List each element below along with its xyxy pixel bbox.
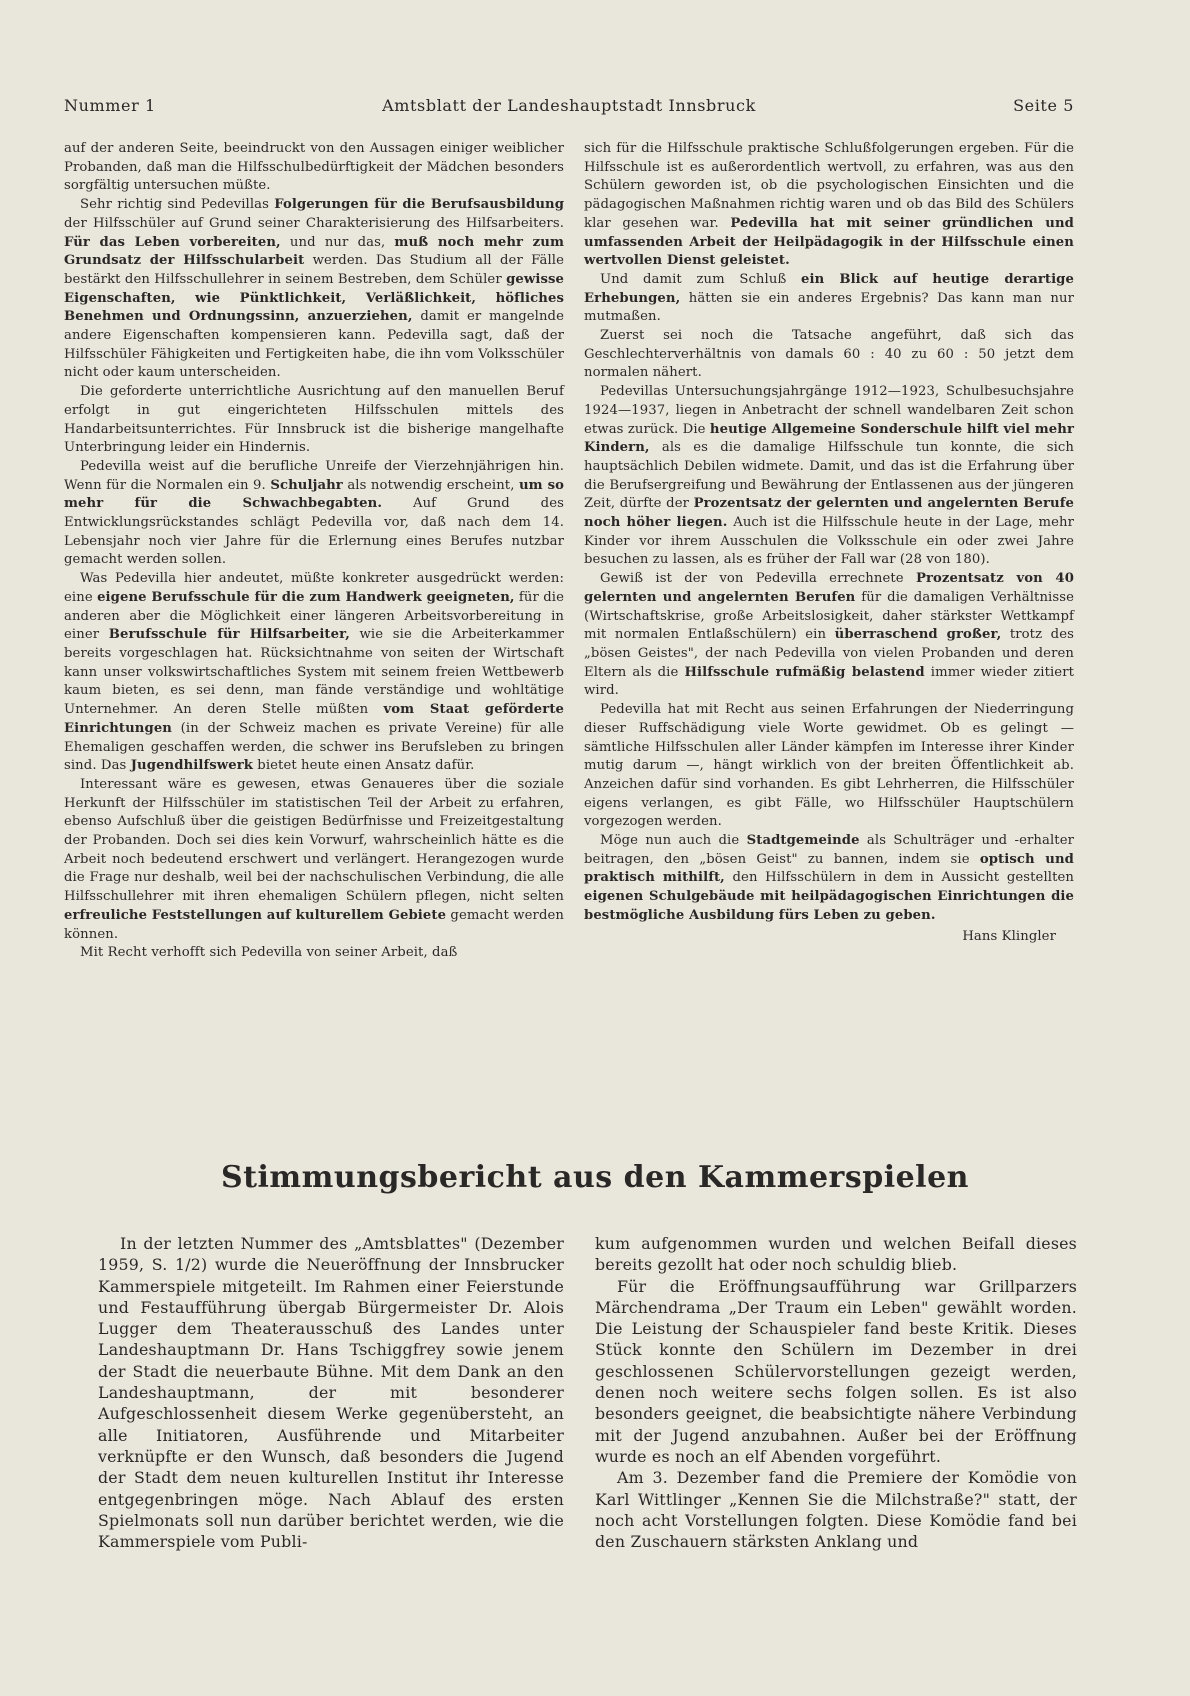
emphasis: Jugendhilfswerk bbox=[130, 758, 253, 774]
article-column-left bbox=[98, 1233, 564, 1552]
text-run: trotz des „bösen Geistes", der nach Pedevilla von vielen Probanden und deren Eltern als die bbox=[584, 627, 1074, 680]
text-run: bietet heute einen Ansatz dafür. bbox=[257, 758, 475, 774]
emphasis: vom Staat geförderte Einrichtungen bbox=[64, 702, 565, 736]
text-run: Gewiß ist der von Pedevilla errechnete bbox=[600, 571, 904, 587]
paragraph bbox=[584, 383, 1074, 570]
emphasis: Stadtgemeinde bbox=[746, 833, 860, 849]
text-run: und nur das, bbox=[289, 234, 386, 250]
text-run: Und damit zum Schluß bbox=[600, 271, 787, 287]
page-number: Seite 5 bbox=[1013, 96, 1074, 115]
text-run: immer wieder zitiert wird. bbox=[584, 664, 1074, 699]
paragraph bbox=[584, 570, 1074, 701]
paragraph bbox=[64, 458, 564, 570]
text-run: Auch ist die Hilfsschule heute in der Lage, mehr Kinder vor ihrem Ausschulen die Volksschule ein oder zwei Jahre besuchen zu lassen, als es früher der Fall war (28 von 180). bbox=[584, 515, 1074, 568]
emphasis: Prozentsatz von 40 gelernten und angelernten Berufen bbox=[584, 571, 1074, 605]
paragraph bbox=[584, 140, 1074, 271]
emphasis: Berufsschule für Hilfsarbeiter, bbox=[108, 627, 350, 643]
text-run: für die damaligen Verhältnisse (Wirtschaftskrise, große Arbeitslosigkeit, daher stärkster Wettkampf mit normalen Entlaßschülern) ein bbox=[584, 589, 1074, 643]
paragraph bbox=[584, 271, 1074, 327]
publication-title: Amtsblatt der Landeshauptstadt Innsbruck bbox=[382, 96, 756, 115]
emphasis: ein Blick auf heutige derartige Erhebungen, bbox=[584, 271, 1074, 306]
text-run: als es die damalige Hilfsschule tun konnte, die sich hauptsächlich Debilen widmete. Damit, und das ist die Erfahrung über die Berufsergreifung und Bewährung der Entlassenen aus der jüngeren Zeit, dürfte der bbox=[584, 440, 1075, 512]
text-run: Auf Grund des Entwicklungsrückstandes schlägt Pedevilla vor, daß nach dem 14. Lebensjahr noch vier Jahre für die Erlernung eines Berufes nutzbar gemacht werden sollen. bbox=[64, 496, 564, 568]
article-column-right bbox=[595, 1233, 1077, 1552]
text-run: Pedevillas Untersuchungsjahrgänge 1912—1923, Schulbesuchsjahre 1924—1937, liegen in Anbetracht der schnell wandelbaren Zeit schon etwas zurück. Die bbox=[584, 384, 1074, 437]
text-run: (in der Schweiz machen es private Vereine) für alle Ehemaligen geschaffen werden, die schwer ins Berufsleben zu bringen sind. Das bbox=[64, 720, 565, 774]
text-run: Pedevilla weist auf die berufliche Unreife der Vierzehnjährigen hin. Wenn für die Normalen ein 9. bbox=[64, 458, 564, 493]
emphasis: Pedevilla hat mit seiner gründlichen und umfassenden Arbeit der Heilpädagogik in der Hilfsschule einen wertvollen Dienst geleistet. bbox=[584, 215, 1074, 269]
emphasis: erfreuliche Feststellungen auf kulturellem Gebiete bbox=[64, 907, 447, 923]
paragraph bbox=[64, 570, 564, 776]
paragraph: kum aufgenommen wurden und welchen Beifall dieses bereits gezollt hat oder noch schuldig blieb. bbox=[595, 1234, 1077, 1275]
emphasis: um so mehr für die Schwachbegabten. bbox=[64, 477, 565, 512]
emphasis: Hilfsschule rufmäßig belastend bbox=[684, 664, 925, 680]
right-text-column bbox=[584, 140, 1074, 946]
emphasis: heutige Allgemeine Sonderschule hilft viel mehr Kindern, bbox=[584, 421, 1075, 456]
text-run: Sehr richtig sind Pedevillas bbox=[80, 197, 270, 213]
paragraph: Am 3. Dezember fand die Premiere der Komödie von Karl Wittlinger „Kennen Sie die Milchstraße?" statt, der noch acht Vorstellungen folgten. Diese Komödie fand bei den Zuschauern stärksten Anklang und bbox=[595, 1468, 1077, 1552]
author-signature: Hans Klingler bbox=[962, 928, 1056, 944]
text-run: als Schulträger und -erhalter beitragen, den „bösen Geist" zu bannen, indem sie bbox=[584, 833, 1074, 867]
paragraph: In der letzten Nummer des „Amtsblattes" (Dezember 1959, S. 1/2) wurde die Neueröffnung der Innsbrucker Kammerspiele mitgeteilt. Im Rahmen einer Feierstunde und Festaufführung übergab Bürgermeister Dr. Alois Lugger dem Theaterausschuß des Landes unter Landeshauptmann Dr. Hans Tschiggfrey sowie jenem der Stadt die neuerbaute Bühne. Mit dem Dank an den Landeshauptmann, der mit besonderer Aufgeschlossenheit diesem Werke gegenübersteht, an alle Initiatoren, Ausführende und Mitarbeiter verknüpfte er den Wunsch, daß besonders die Jugend der Stadt dem neuen kulturellen Institut ihr Interesse entgegenbringen möge. Nach Ablauf des ersten Spielmonats soll nun darüber berichtet werden, wie die Kammerspiele vom Publi- bbox=[98, 1234, 564, 1552]
article-title: Stimmungsbericht aus den Kammerspielen bbox=[221, 1160, 969, 1195]
paragraph: Für die Eröffnungsaufführung war Grillparzers Märchendrama „Der Traum ein Leben" gewählt worden. Die Leistung der Schauspieler fand beste Kritik. Dieses Stück konnte den Schülern im Dezember in drei geschlossenen Schülervorstellungen gezeigt werden, denen noch weitere sechs folgen sollen. Es ist also besonders geeignet, die beabsichtigte nähere Verbindung mit der Jugend anzubahnen. Außer bei der Eröffnung wurde es noch an elf Abenden vorgeführt. bbox=[595, 1276, 1077, 1466]
text-run: der Hilfsschüler auf Grund seiner Charakterisierung des Hilfsarbeiters. bbox=[64, 215, 564, 231]
paragraph bbox=[584, 832, 1074, 926]
paragraph: Die geforderte unterrichtliche Ausrichtung auf den manuellen Beruf erfolgt in gut eingerichteten Hilfsschulen mittels des Handarbeitsunterrichtes. Für Innsbruck ist die bisherige mangelhafte Unterbringung leider ein Hindernis. bbox=[64, 384, 564, 456]
paragraph: Zuerst sei noch die Tatsache angeführt, daß sich das Geschlechterverhältnis von damals 60 : 40 zu 60 : 50 jetzt dem normalen nähert. bbox=[584, 328, 1074, 381]
paragraph: Mit Recht verhofft sich Pedevilla von seiner Arbeit, daß bbox=[80, 945, 458, 961]
emphasis: Folgerungen für die Berufsausbildung bbox=[274, 197, 565, 213]
text-run: damit er mangelnde andere Eigenschaften kompensieren kann. Pedevilla sagt, daß der Hilfsschüler Fähigkeiten und Fertigkeiten habe, die ihn vom Volksschüler nicht oder kaum unterscheiden. bbox=[64, 309, 565, 381]
paragraph: auf der anderen Seite, beeindruckt von den Aussagen einiger weiblicher Probanden, daß man die Hilfsschulbedürftigkeit der Mädchen besonders sorgfältig untersuchen müßte. bbox=[64, 141, 564, 194]
emphasis: muß noch mehr zum Grundsatz der Hilfsschularbeit bbox=[64, 234, 564, 269]
page-header bbox=[64, 96, 1074, 120]
left-text-column bbox=[64, 140, 564, 963]
text-run: Was Pedevilla hier andeutet, müßte konkreter ausgedrückt werden: eine bbox=[64, 571, 564, 605]
paragraph bbox=[64, 196, 564, 383]
emphasis: gewisse Eigenschaften, wie Pünktlichkeit, Verläßlichkeit, höfliches Benehmen und Ordnungssinn, anzuerziehen, bbox=[64, 271, 565, 325]
text-run: Möge nun auch die bbox=[600, 833, 740, 849]
emphasis: überraschend großer, bbox=[834, 627, 1002, 643]
text-run: für die anderen aber die Möglichkeit einer längeren Arbeitsvorbereitung in einer bbox=[64, 589, 564, 643]
text-run: den Hilfsschülern in dem in Aussicht gestellten bbox=[732, 870, 1074, 886]
emphasis: Für das Leben vorbereiten, bbox=[64, 234, 281, 250]
text-run: wie sie die Arbeiterkammer bereits vorgeschlagen hat. Rücksichtnahme von seiten der Wirtschaft kann unser volkswirtschaftliches System mit seinem freien Wettbewerb kaum bieten, es sei denn, man fände verständige und wohltätige Unternehmer. An deren Stelle müßten bbox=[64, 627, 564, 718]
text-run: werden. Das Studium all der Fälle bestärkt den Hilfsschullehrer in seinem Bestreben, dem Schüler bbox=[64, 253, 564, 287]
issue-number: Nummer 1 bbox=[64, 96, 156, 115]
paragraph bbox=[64, 776, 564, 944]
text-run: gemacht werden können. bbox=[64, 907, 564, 942]
text-run: sich für die Hilfsschule praktische Schlußfolgerungen ergeben. Für die Hilfsschule ist es außerordentlich wertvoll, zu erfahren, was aus den Schülern geworden ist, ob die psychologischen Einsichten und die pädagogischen Maßnahmen richtig waren und ob das Bild des Schülers klar gesehen war. bbox=[584, 141, 1074, 231]
text-run: als notwendig erscheint, bbox=[347, 477, 515, 493]
emphasis: Prozentsatz der gelernten und angelernten Berufe noch höher liegen. bbox=[584, 496, 1075, 531]
text-run: Interessant wäre es gewesen, etwas Genaueres über die soziale Herkunft der Hilfsschüler im statistischen Teil der Arbeit zu erfahren, ebenso Aufschluß über die geistigen Bedürfnisse und Freizeitgestaltung der Probanden. Doch sei dies kein Vorwurf, wahrscheinlich hätte es die Arbeit noch bedeutend erschwert und verlängert. Herangezogen wurde die Frage nur deshalb, weil bei der nachschulischen Verbindung, die alle Hilfsschullehrer mit ihren ehemaligen Schülern pflegen, nicht selten bbox=[64, 776, 564, 905]
emphasis: Schuljahr bbox=[270, 477, 343, 493]
emphasis: eigenen Schulgebäude mit heilpädagogischen Einrichtungen die bestmögliche Ausbildung fürs Leben zu geben. bbox=[584, 889, 1074, 923]
text-run: hätten sie ein anderes Ergebnis? Das kann man nur mutmaßen. bbox=[584, 290, 1074, 325]
paragraph: Pedevilla hat mit Recht aus seinen Erfahrungen der Niederringung dieser Ruffschädigung viele Worte gewidmet. Ob es gelingt — sämtliche Hilfsschulen aller Länder kämpfen im Interesse ihrer Kinder mutig darum —, hängt wirklich von der breiten Öffentlichkeit ab. Anzeichen dafür sind vorhanden. Es gibt Lehrherren, die Hilfsschüler eigens verlangen, es gibt Fälle, wo Hilfsschüler Hauptschülern vorgezogen werden. bbox=[584, 702, 1074, 830]
emphasis: optisch und praktisch mithilft, bbox=[584, 851, 1074, 886]
emphasis: eigene Berufsschule für die zum Handwerk geeigneten, bbox=[97, 589, 515, 605]
